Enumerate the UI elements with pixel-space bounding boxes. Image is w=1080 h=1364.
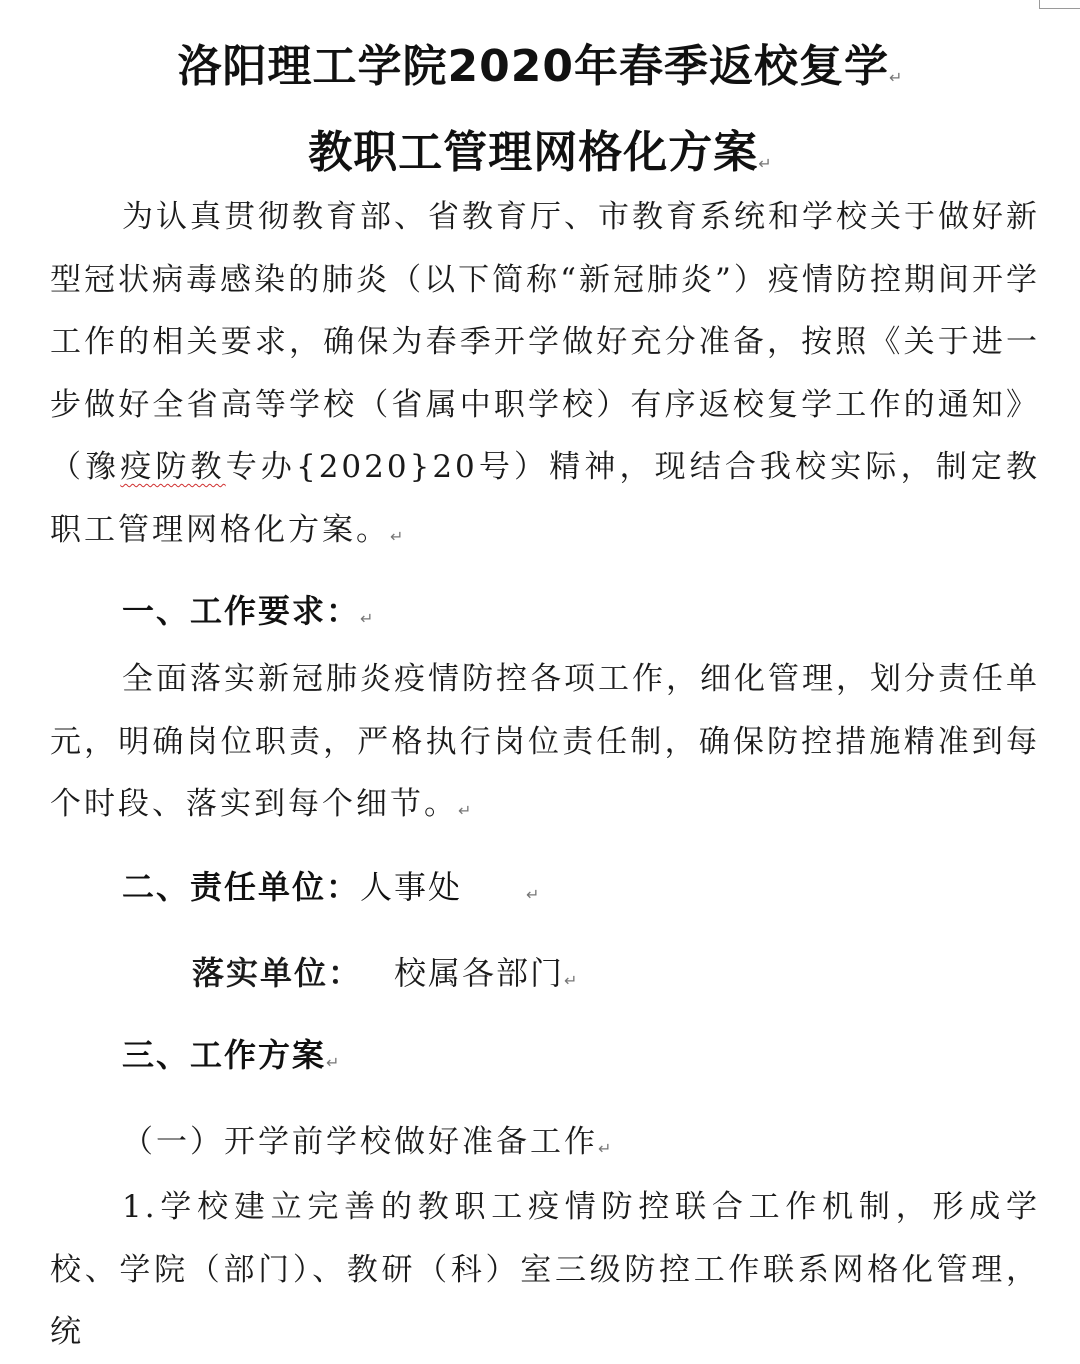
implementing-unit-label: 落实单位：: [192, 954, 363, 992]
section-1-heading-text: 一、工作要求：: [122, 592, 361, 630]
spellcheck-underlined-text: 疫防教: [120, 449, 226, 485]
section-3-heading-text: 三、工作方案: [122, 1036, 327, 1074]
paragraph-mark-icon: ↵: [598, 1139, 612, 1158]
section-2-heading: [122, 862, 539, 908]
responsible-unit-value: 人事处: [360, 868, 463, 906]
section-1-body-text: 全面落实新冠肺炎疫情防控各项工作，细化管理，划分责任单元，明确岗位职责，严格执行岗位责任制，确保防控措施精准到每个时段、落实到每个细节。: [50, 661, 1040, 822]
document-title-line-1: [0, 30, 1080, 94]
implementing-unit-line: [192, 948, 577, 994]
section-3-item-1: [50, 1176, 1040, 1364]
section-1-heading: [122, 586, 373, 632]
paragraph-mark-icon: ↵: [390, 526, 404, 546]
section-1-body: [50, 648, 1040, 843]
paragraph-mark-icon: ↵: [758, 154, 772, 173]
intro-paragraph: [50, 186, 1040, 568]
implementing-unit-value: 校属各部门: [394, 954, 565, 992]
paragraph-mark-icon: ↵: [526, 885, 540, 904]
section-2-heading-text: 二、责任单位：: [122, 868, 361, 906]
page-corner-mark: [1039, 0, 1080, 9]
section-3-item-1-text: 1.学校建立完善的教职工疫情防控联合工作机制，形成学校、学院（部门）、教研（科）室三级防控工作联系网格化管理，统: [50, 1189, 1040, 1350]
document-title-line-2: [0, 116, 1080, 180]
intro-text-after: 专办{2020}20号）精神，现结合我校实际，制定教职工管理网格化方案。: [50, 449, 1040, 548]
section-3-heading: [122, 1030, 339, 1076]
paragraph-mark-icon: ↵: [564, 971, 578, 990]
paragraph-mark-icon: ↵: [326, 1053, 340, 1072]
paragraph-mark-icon: ↵: [889, 68, 903, 87]
section-3-subheading-text: （一）开学前学校做好准备工作: [122, 1124, 598, 1160]
paragraph-mark-icon: ↵: [458, 801, 472, 820]
intro-text-before: 为认真贯彻教育部、省教育厅、市教育系统和学校关于做好新型冠状病毒感染的肺炎（以下简称“新冠肺炎”）疫情防控期间开学工作的相关要求，确保为春季开学做好充分准备，按照《关于进一步做好全省高等学校（省属中职学校）有序返校复学工作的通知》（豫: [50, 199, 1040, 485]
section-3-subheading: [122, 1116, 611, 1161]
title-line-1-text: 洛阳理工学院2020年春季返校复学: [177, 41, 890, 92]
title-line-2-text: 教职工管理网格化方案: [308, 127, 759, 178]
paragraph-mark-icon: ↵: [360, 609, 374, 628]
